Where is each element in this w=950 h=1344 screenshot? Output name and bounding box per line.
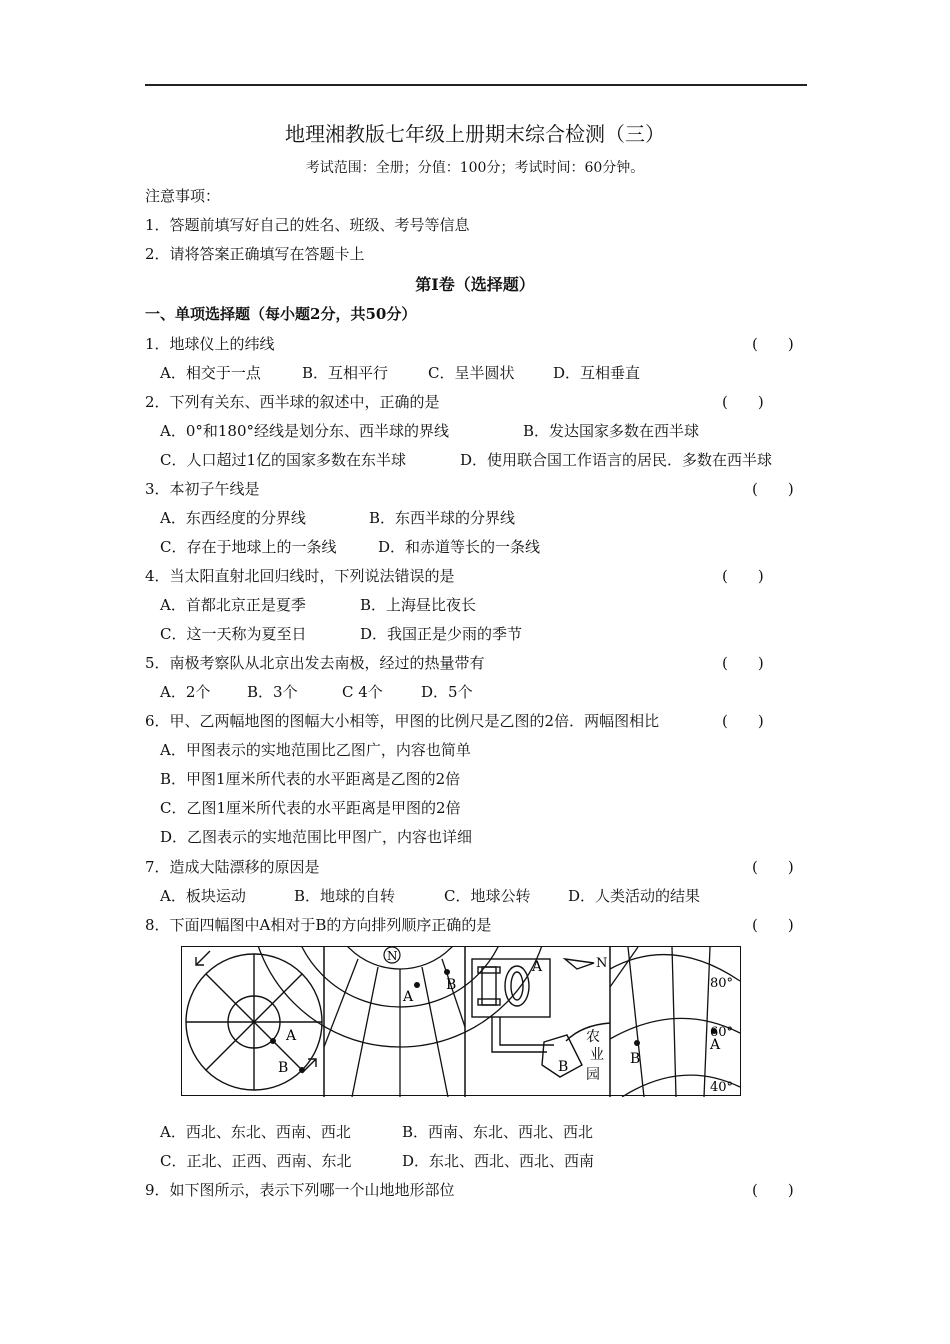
- question-stem: 2．下列有关东、西半球的叙述中，正确的是: [145, 393, 440, 411]
- answer-paren: ( ): [752, 858, 794, 876]
- answer-paren: ( ): [752, 916, 794, 934]
- point-b-dot: [444, 969, 450, 975]
- latitude-label: 60°: [710, 1025, 734, 1040]
- option: C．乙图1厘米所代表的水平距离是甲图的2倍: [160, 799, 461, 817]
- question-stem: 4．当太阳直射北回归线时，下列说法错误的是: [145, 567, 455, 585]
- question-stem: 7．造成大陆漂移的原因是: [145, 858, 320, 876]
- point-b-dot: [634, 1040, 640, 1046]
- option: D．和赤道等长的一条线: [378, 538, 541, 556]
- point-a-dot: [270, 1038, 276, 1044]
- question-stem: 1．地球仪上的纬线: [145, 335, 275, 353]
- latitude-panel: [610, 947, 740, 1097]
- farm-label: 园: [586, 1067, 600, 1083]
- point-a-label: A: [532, 959, 543, 975]
- option: A．东西经度的分界线: [160, 509, 306, 527]
- option: A．2个: [160, 683, 211, 701]
- question-stem: 3．本初子午线是: [145, 480, 260, 498]
- point-b-label: B: [558, 1059, 569, 1075]
- point-b-label: B: [446, 977, 457, 993]
- option: C．存在于地球上的一条线: [160, 538, 337, 556]
- farm-label: 农: [586, 1029, 600, 1045]
- point-a-label: A: [710, 1037, 721, 1053]
- option: B．地球的自转: [294, 887, 396, 905]
- option: B．甲图1厘米所代表的水平距离是乙图的2倍: [160, 770, 461, 788]
- option: B．上海昼比夜长: [360, 596, 477, 614]
- option: A．首都北京正是夏季: [160, 596, 306, 614]
- point-b-dot: [299, 1067, 305, 1073]
- question-stem: 9．如下图所示，表示下列哪一个山地地形部位: [145, 1181, 455, 1199]
- latitude-label: 80°: [710, 976, 734, 991]
- option: D．我国正是少雨的季节: [360, 625, 523, 643]
- option: D．乙图表示的实地范围比甲图广，内容也详细: [160, 828, 473, 846]
- option: A．相交于一点: [160, 364, 261, 382]
- exam-info: 考试范围：全册；分值：100分；考试时间：60分钟。: [305, 160, 645, 176]
- answer-paren: ( ): [722, 654, 764, 672]
- point-b-label: B: [278, 1060, 289, 1076]
- answer-paren: ( ): [752, 335, 794, 353]
- option: B．西南、东北、西北、西北: [402, 1123, 594, 1141]
- option: D．人类活动的结果: [568, 887, 701, 905]
- north-label: N: [387, 949, 398, 963]
- option: C．人口超过1亿的国家多数在东半球: [160, 451, 407, 469]
- question-stem: 6．甲、乙两幅地图的图幅大小相等，甲图的比例尺是乙图的2倍．两幅图相比: [145, 712, 660, 730]
- option: D．使用联合国工作语言的居民．多数在西半球: [460, 451, 773, 469]
- option: A．0°和180°经线是划分东、西半球的界线: [160, 422, 450, 440]
- option: A．板块运动: [160, 887, 246, 905]
- point-a-label: A: [403, 989, 414, 1005]
- point-b-label: B: [630, 1051, 641, 1067]
- option: B．3个: [247, 683, 298, 701]
- notice-heading: 注意事项：: [145, 187, 221, 205]
- page-title: 地理湘教版七年级上册期末综合检测（三）: [285, 122, 665, 146]
- answer-paren: ( ): [722, 393, 764, 411]
- answer-paren: ( ): [752, 1181, 794, 1199]
- point-a-dot: [414, 982, 420, 988]
- option: B．发达国家多数在西半球: [523, 422, 700, 440]
- option: D．5个: [421, 683, 473, 701]
- option: B．东西半球的分界线: [369, 509, 516, 527]
- option: D．东北、西北、西北、西南: [402, 1152, 595, 1170]
- option: C．呈半圆状: [428, 364, 515, 382]
- direction-figure-svg: [182, 947, 742, 1097]
- answer-paren: ( ): [752, 480, 794, 498]
- direction-figure: [181, 946, 741, 1096]
- answer-paren: ( ): [722, 712, 764, 730]
- option: B．互相平行: [302, 364, 389, 382]
- question-stem: 5．南极考察队从北京出发去南极，经过的热量带有: [145, 654, 485, 672]
- part-title: 一、单项选择题（每小题2分，共50分）: [145, 305, 417, 323]
- option: C．地球公转: [444, 887, 531, 905]
- option: C．这一天称为夏至日: [160, 625, 307, 643]
- answer-paren: ( ): [722, 567, 764, 585]
- option: A．甲图表示的实地范围比乙图广，内容也简单: [160, 741, 471, 759]
- point-a-label: A: [286, 1028, 297, 1044]
- notice-item: 1．答题前填写好自己的姓名、班级、考号等信息: [145, 216, 470, 234]
- option: A．西北、东北、西南、西北: [160, 1123, 351, 1141]
- notice-item: 2．请将答案正确填写在答题卡上: [145, 245, 365, 263]
- north-label: N: [596, 956, 608, 971]
- option: C 4个: [342, 683, 383, 701]
- latitude-label: 40°: [710, 1080, 734, 1095]
- farm-label: 业: [590, 1047, 604, 1063]
- option: D．互相垂直: [553, 364, 641, 382]
- section-title: 第Ⅰ卷（选择题）: [415, 275, 535, 294]
- option: C．正北、正西、西南、东北: [160, 1152, 352, 1170]
- header-rule: [145, 84, 807, 86]
- question-stem: 8．下面四幅图中A相对于B的方向排列顺序正确的是: [145, 916, 492, 934]
